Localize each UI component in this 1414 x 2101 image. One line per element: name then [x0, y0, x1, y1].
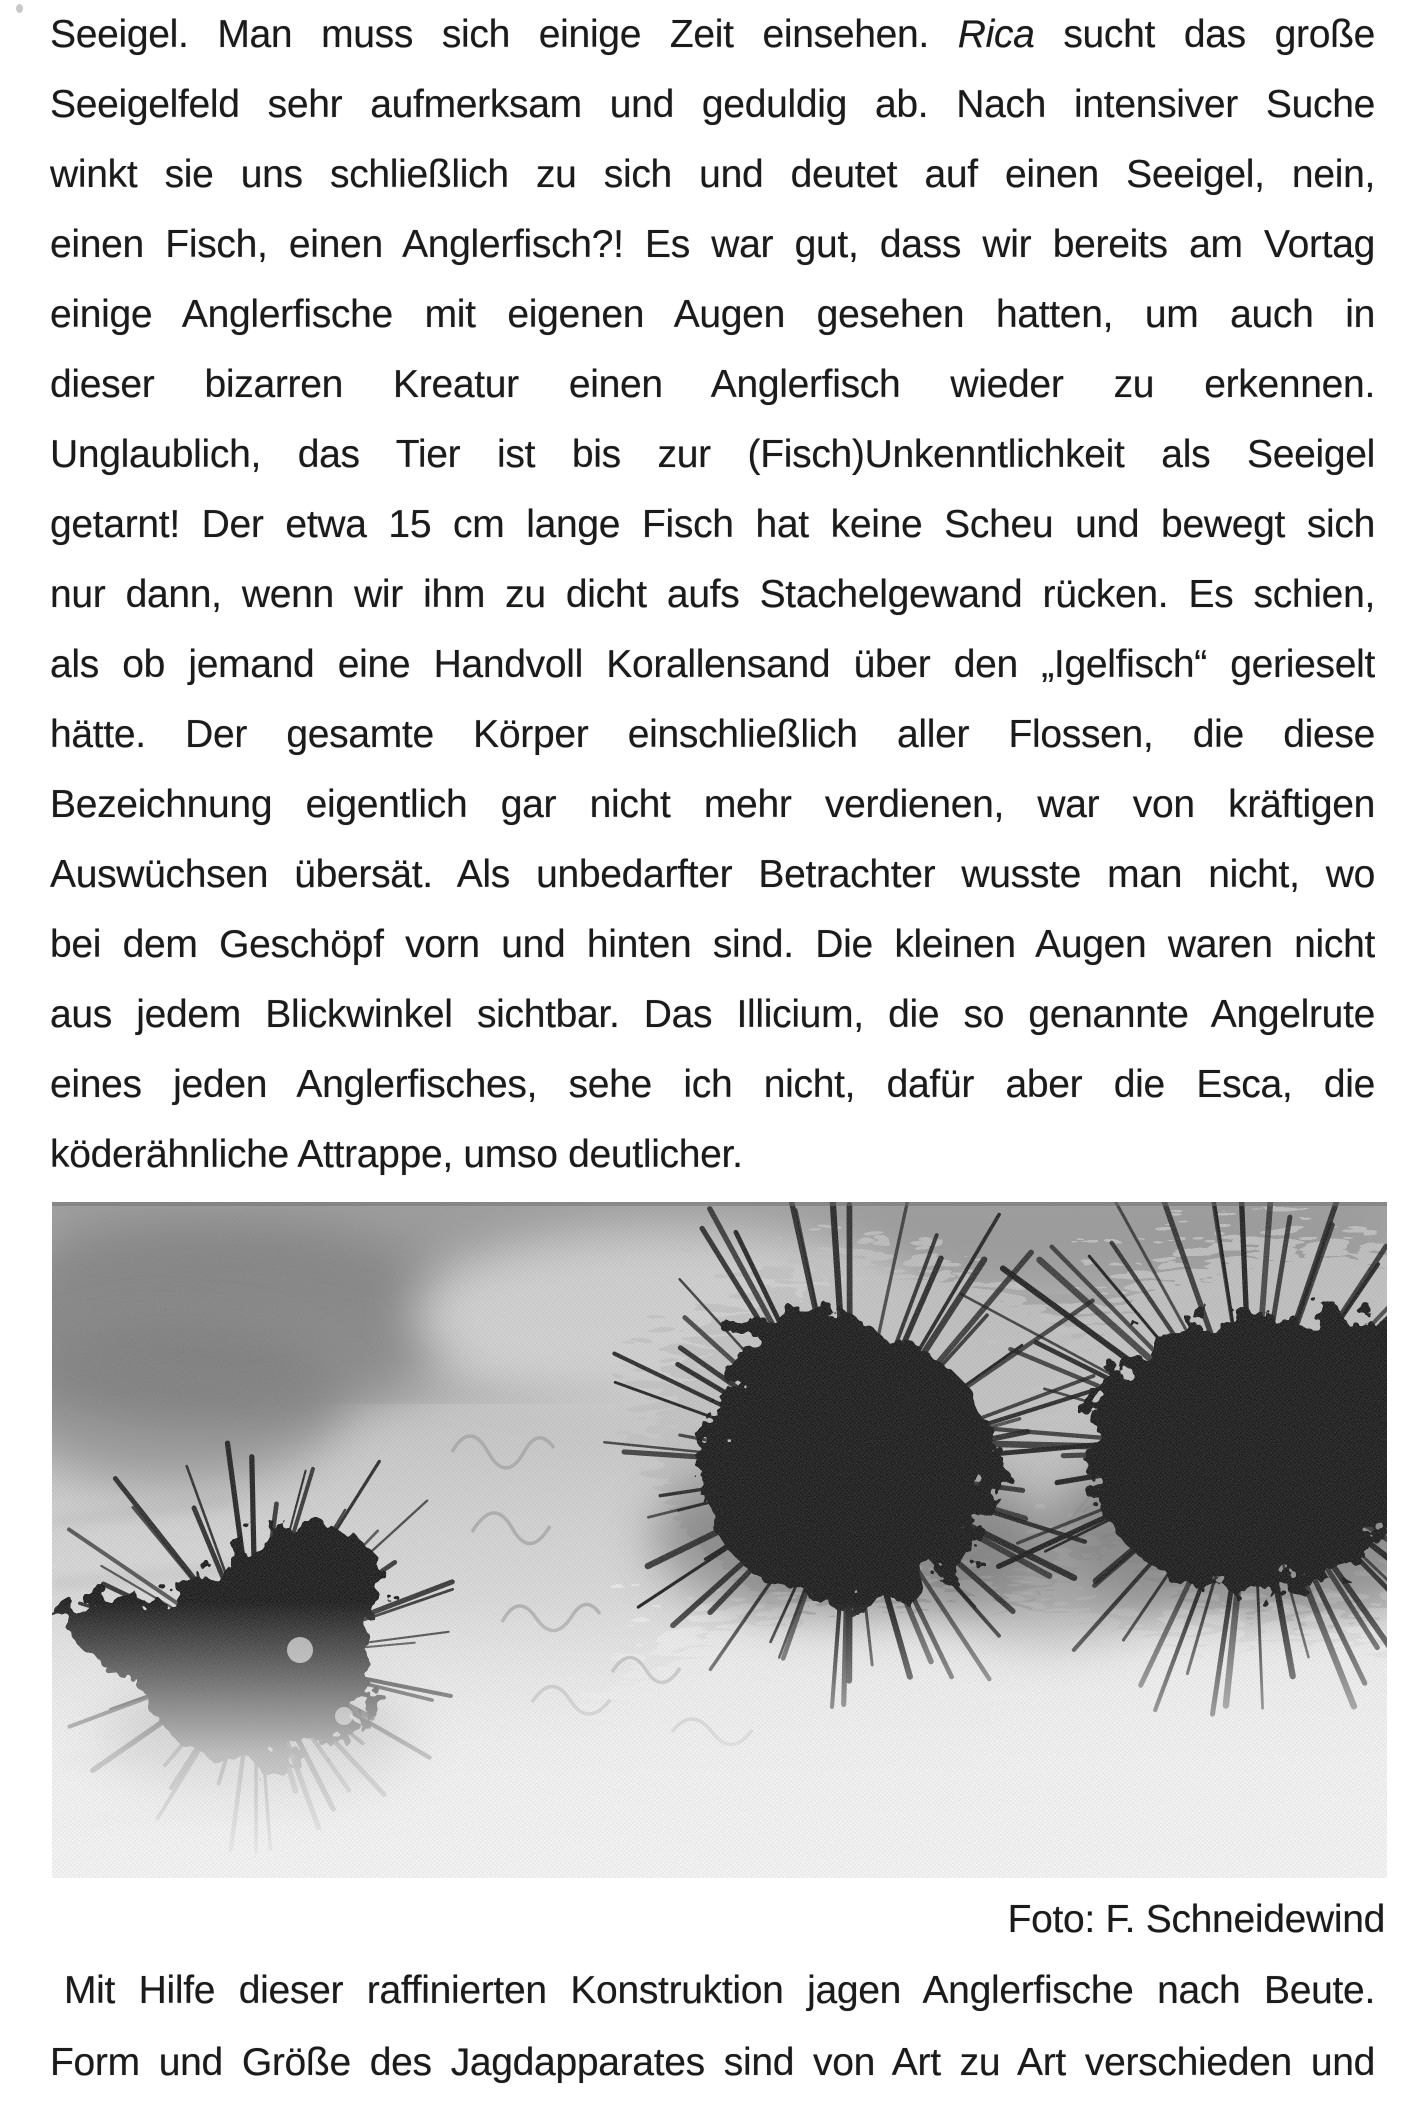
paragraph-line: Bezeichnung eigentlich gar nicht mehr verdienen, war von kräftigen	[50, 783, 1375, 826]
paragraph-line: winkt sie uns schließlich zu sich und deutet auf einen Seeigel, nein,	[50, 153, 1375, 196]
body-paragraph	[50, 0, 1375, 1190]
diver-name-italic: Rica	[957, 13, 1035, 56]
paragraph-line: getarnt! Der etwa 15 cm lange Fisch hat keine Scheu und bewegt sich	[50, 503, 1375, 546]
sea-urchin-photo	[52, 1202, 1387, 1878]
caption-line: Form und Größe des Jagdapparates sind von Art zu Art verschieden und	[50, 2041, 1375, 2084]
paragraph-line: einen Fisch, einen Anglerfisch?! Es war gut, dass wir bereits am Vortag	[50, 223, 1375, 266]
paragraph-line: Unglaublich, das Tier ist bis zur (Fisch)Unkenntlichkeit als Seeigel	[50, 433, 1375, 476]
paragraph-line: Seeigel. Man muss sich einige Zeit einsehen. Rica sucht das große	[50, 13, 1375, 56]
paragraph-line: hätte. Der gesamte Körper einschließlich aller Flossen, die diese	[50, 713, 1375, 756]
paragraph-line: bei dem Geschöpf vorn und hinten sind. Die kleinen Augen waren nicht	[50, 923, 1375, 966]
paragraph-line: eines jeden Anglerfisches, sehe ich nicht, dafür aber die Esca, die	[50, 1063, 1375, 1106]
photo-caption	[50, 1955, 1375, 2099]
caption-line: Mit Hilfe dieser raffinierten Konstruktion jagen Anglerfische nach Beute.	[64, 1969, 1375, 2012]
paragraph-line: nur dann, wenn wir ihm zu dicht aufs Stachelgewand rücken. Es schien,	[50, 573, 1375, 616]
paragraph-line: Seeigelfeld sehr aufmerksam und geduldig ab. Nach intensiver Suche	[50, 83, 1375, 126]
paragraph-line: aus jedem Blickwinkel sichtbar. Das Illicium, die so genannte Angelrute	[50, 993, 1375, 1036]
paragraph-line: als ob jemand eine Handvoll Korallensand über den „Igelfisch“ gerieselt	[50, 643, 1375, 686]
photo-credit: Foto: F. Schneidewind	[1007, 1898, 1385, 1941]
scan-artifact-speck	[16, 4, 23, 13]
paragraph-line: köderähnliche Attrappe, umso deutlicher.	[50, 1133, 743, 1176]
paragraph-line: einige Anglerfische mit eigenen Augen gesehen hatten, um auch in	[50, 293, 1375, 336]
sea-urchin-photo-canvas	[52, 1202, 1387, 1878]
paragraph-line: Auswüchsen übersät. Als unbedarfter Betrachter wusste man nicht, wo	[50, 853, 1375, 896]
paragraph-line: dieser bizarren Kreatur einen Anglerfisch wieder zu erkennen.	[50, 363, 1375, 406]
